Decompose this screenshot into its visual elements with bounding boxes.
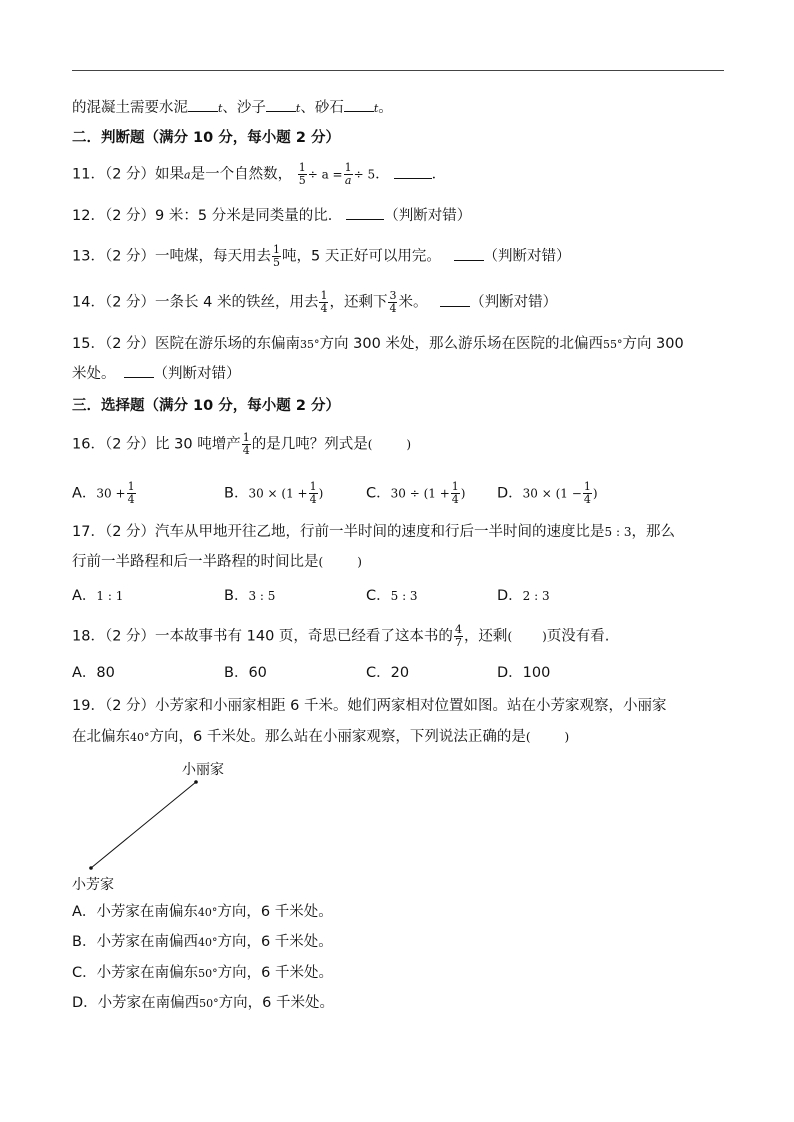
denominator: 4 [389,302,397,315]
q10-tail-line [72,98,393,119]
option-deg: 50° [198,967,218,980]
numerator: 1 [273,243,281,256]
option-expr: 30 × (1 − [522,486,582,501]
fraction [344,162,353,187]
option-value: 20 [390,665,410,681]
answer-blank[interactable] [454,248,484,261]
answer-paren-open[interactable]: ( [507,629,513,644]
numerator: 3 [389,289,397,302]
q16-option-a[interactable] [72,481,137,506]
q17-line1 [72,522,675,542]
option-expr: 30 + [96,486,126,501]
q10-sep1: 、沙子 [222,100,266,116]
numerator: 4 [454,623,462,636]
option-value: 3 : 5 [248,589,276,603]
option-label: A． [72,485,97,502]
option-text-tail: 方向，6 千米处。 [217,965,333,981]
q14-mid: ，还剩下 [329,294,388,311]
q16-prefix: 16．（2 分）比 30 吨增产 [72,436,241,453]
option-label: B． [224,588,249,604]
option-expr-tail: ) [460,486,466,501]
option-label: D． [497,588,523,604]
option-label: A． [72,665,97,681]
q13-tail: （判断对错） [483,248,571,265]
numerator: 1 [583,480,591,493]
header-rule [72,70,724,71]
q17-option-c[interactable] [366,586,418,606]
numerator: 1 [309,480,317,493]
unit-t: t [295,102,301,115]
q19-line2-b: 方向，6 千米处。那么站在小丽家观察，下列说法正确的是 [149,729,526,745]
q15-deg1: 35° [300,338,320,351]
option-text: 小芳家在南偏西 [97,995,200,1011]
denominator: 5 [298,174,306,187]
fraction [583,481,592,506]
q18-option-b[interactable] [224,663,267,683]
q16-option-c[interactable] [366,481,465,506]
answer-blank[interactable] [344,99,374,112]
q15-line2 [72,364,241,384]
q11-tail: ． [375,166,390,183]
answer-paren-open[interactable]: ( [318,555,324,569]
q15-tail: （判断对错） [153,366,241,382]
q18-mid: ，还剩 [463,628,508,645]
q14-tail: （判断对错） [470,294,558,311]
option-text-tail: 方向，6 千米处。 [218,995,335,1011]
numerator: 1 [451,480,459,493]
fraction [319,290,328,315]
fraction [127,481,136,506]
diagram-label-xiaofang: 小芳家 [72,877,114,893]
connecting-line [91,782,196,868]
q11-var: a [184,168,191,182]
option-label: C． [72,965,97,981]
option-text-tail: 方向，6 千米处。 [217,904,333,920]
answer-blank[interactable] [124,365,154,378]
q10-text: 的混凝土需要水泥 [72,100,188,116]
option-label: D． [497,485,523,502]
numerator: 1 [344,161,352,174]
fraction [272,244,281,269]
fraction [451,481,460,506]
q19-option-b[interactable] [72,932,333,953]
q16-option-d[interactable] [497,481,598,506]
q11: 11．（2 分）如果a是一个自然数， $\frac{1}{5}$ ÷ a = $\frac{1}{a}$ ÷ 5． ． [72,161,447,187]
q19-option-d[interactable] [72,993,334,1014]
q17-option-a[interactable] [72,586,123,606]
q19-deg: 40° [130,731,150,744]
q11-eq: ÷ a = [307,167,343,182]
q17-option-b[interactable] [224,586,275,606]
fraction [309,481,318,506]
q16-option-b[interactable] [224,481,323,506]
q16 [72,432,411,457]
option-label: A． [72,588,97,604]
q18-suffix: 页没有看. [546,628,610,645]
option-value: 2 : 3 [522,589,550,603]
unit-t: t [218,102,223,115]
option-expr-tail: ) [318,486,324,501]
q13 [72,244,571,269]
option-text: 小芳家在南偏东 [96,965,199,981]
q17-line2 [72,552,362,572]
option-text-tail: 方向，6 千米处。 [217,934,333,950]
q18-option-c[interactable] [366,663,409,683]
answer-paren-close: ) [542,629,547,644]
answer-blank[interactable] [346,207,384,220]
answer-paren-close: ) [564,730,570,744]
answer-paren-close: ) [357,555,362,569]
denominator: 4 [451,493,459,506]
q11-eq-tail: ÷ 5 [353,167,376,182]
q18-option-a[interactable] [72,663,115,683]
fraction [454,624,463,649]
denominator: 7 [454,636,462,649]
section-3-title: 三．选择题（满分 10 分，每小题 2 分） [72,398,340,414]
q17-ratio: 5 : 3 [604,525,632,539]
option-label: D． [72,995,98,1011]
q18-option-d[interactable] [497,663,550,683]
numerator: 1 [242,431,250,444]
numerator: 1 [320,289,328,302]
q19-option-a[interactable] [72,902,333,923]
q19-line2 [72,727,569,748]
q14-prefix: 14．（2 分）一条长 4 米的铁丝，用去 [72,294,319,311]
fraction [298,162,307,187]
denominator: 4 [309,493,317,506]
diagram-label-xiaoli: 小丽家 [182,762,224,778]
option-label: B． [224,665,249,681]
q17-line1-text: 17．（2 分）汽车从甲地开往乙地，行前一半时间的速度和行后一半时间的速度比是 [72,524,605,540]
option-value: 1 : 1 [96,589,124,603]
option-text: 小芳家在南偏西 [96,934,198,950]
numerator: 1 [127,480,135,493]
answer-blank[interactable] [394,166,432,179]
unit-t: t [373,102,379,115]
q19-line2-a: 在北偏东 [72,729,130,745]
answer-paren-open[interactable]: ( [525,730,531,744]
option-value: 5 : 3 [390,589,418,603]
section-2-title: 二．判断题（满分 10 分，每小题 2 分） [72,130,340,146]
q11-prefix: 11．（2 分）如果 [72,166,185,183]
q15-deg2: 55° [602,338,623,351]
q15-c: 方向 300 [622,336,684,352]
q13-suffix: 吨，5 天正好可以用完。 [282,248,441,265]
option-text: 小芳家在南偏东 [96,904,198,920]
fraction [388,290,397,315]
option-value: 60 [248,665,267,681]
q17-option-d[interactable] [497,586,550,606]
option-label: D． [497,665,523,681]
option-label: A． [72,904,97,920]
position-diagram [80,770,210,880]
q11-mid: 是一个自然数， [190,166,293,183]
numerator: 1 [298,161,306,174]
q13-prefix: 13．（2 分）一吨煤，每天用去 [72,248,272,265]
option-expr: 30 × (1 + [248,486,308,501]
xiaofang-point [89,866,93,870]
option-label: C． [366,665,391,681]
denominator: 4 [242,444,250,457]
q14-suffix: 米。 [398,294,428,311]
answer-paren-open[interactable]: ( [367,437,373,452]
answer-blank[interactable] [440,294,470,307]
q10-end: 。 [378,100,393,116]
answer-blank[interactable] [188,99,218,112]
q18-prefix: 18．（2 分）一本故事书有 140 页，奇思已经看了这本书的 [72,628,453,645]
q17-line1-tail: ，那么 [631,524,675,540]
denominator: 4 [127,493,135,506]
q18 [72,624,609,649]
option-deg: 40° [197,936,218,949]
answer-paren-close: ) [406,437,412,452]
q12-text: 12．（2 分）9 米：5 分米是同类量的比． [72,208,343,224]
q12-tail: （判断对错） [384,208,472,224]
q19-option-c[interactable] [72,963,333,984]
q16-suffix: 的是几吨？列式是 [251,436,368,453]
q17-line2-text: 行前一半路程和后一半路程的时间比是 [72,554,319,570]
option-value: 80 [96,665,115,681]
q15-line1 [72,334,684,355]
denominator: a [344,174,352,187]
option-value: 100 [522,665,551,681]
q12 [72,206,471,226]
answer-blank[interactable] [266,99,296,112]
xiaoli-point [194,780,198,784]
denominator: 4 [320,302,328,315]
q14 [72,290,557,315]
q15-b: 方向 300 米处，那么游乐场在医院的北偏西 [319,336,603,352]
fraction [242,432,251,457]
option-label: B． [72,934,97,950]
option-label: C． [366,485,391,502]
option-label: C． [366,588,391,604]
denominator: 4 [583,493,591,506]
q10-sep2: 、砂石 [300,100,344,116]
q15-line2-text: 米处。 [72,366,116,382]
option-expr-tail: ) [592,486,598,501]
option-deg: 50° [199,997,219,1010]
option-expr: 30 ÷ (1 + [390,486,450,501]
denominator: 5 [273,256,281,269]
option-label: B． [224,485,249,502]
q19-line1: 19．（2 分）小芳家和小丽家相距 6 千米。她们两家相对位置如图。站在小芳家观察，小丽家 [72,698,667,714]
option-deg: 40° [197,906,218,919]
q15-a: 15．（2 分）医院在游乐场的东偏南 [72,336,301,352]
